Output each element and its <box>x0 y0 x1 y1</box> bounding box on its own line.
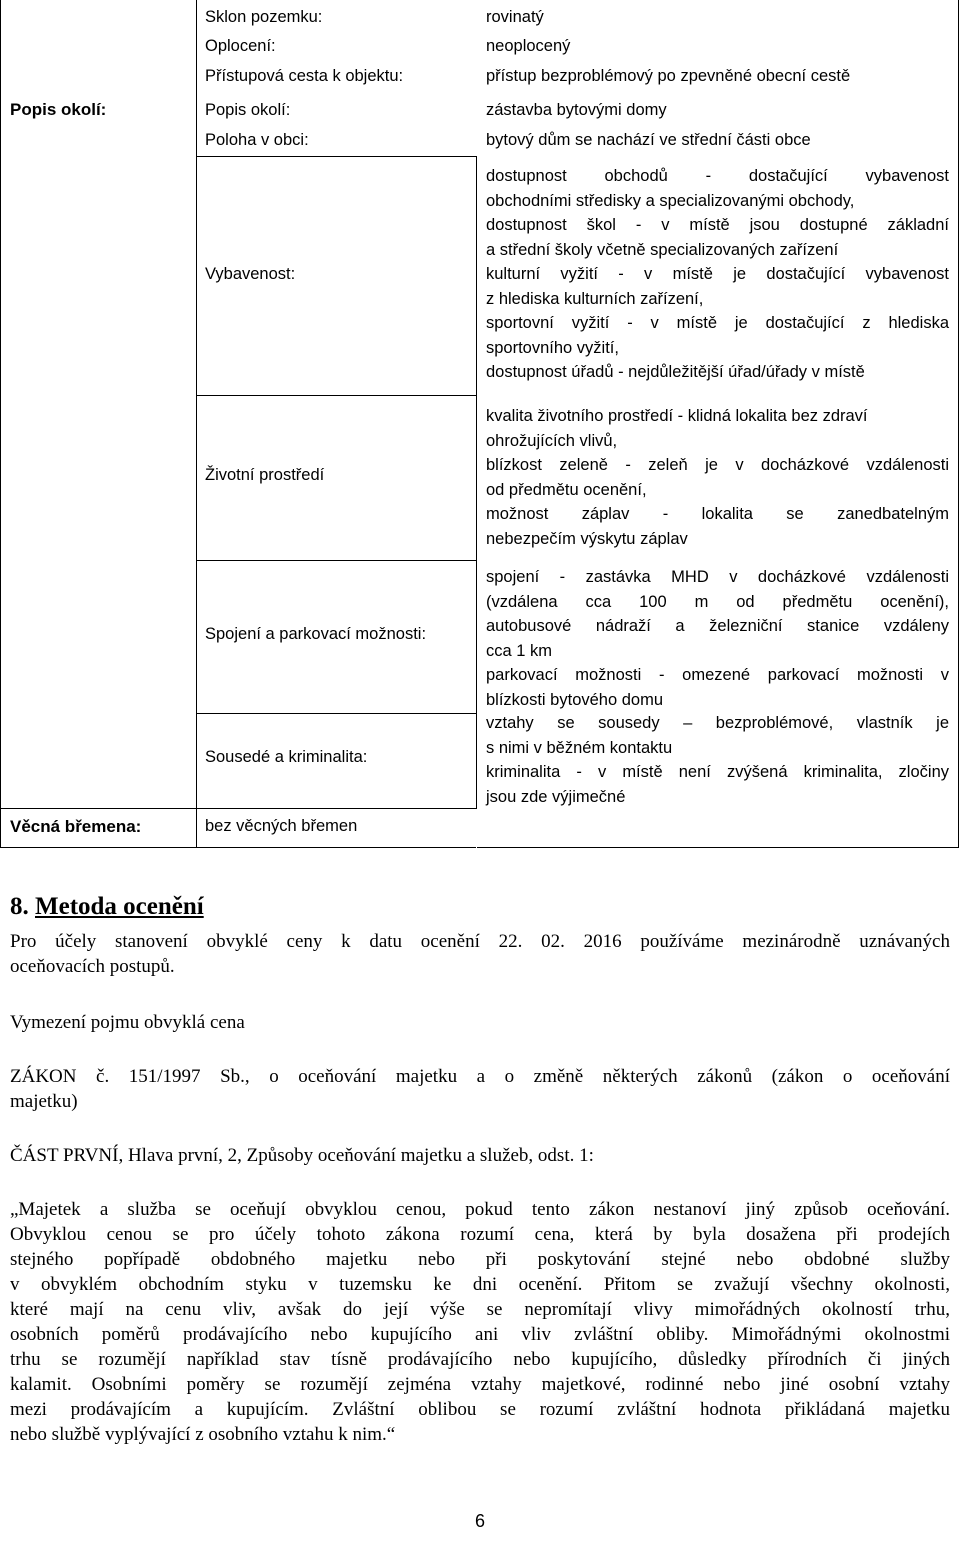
row-label-pristupova-cesta: Přístupová cesta k objektu: <box>205 67 404 85</box>
text-line: Pro účely stanovení obvyklé ceny k datu ocenění 22. 02. 2016 používáme mezinárodně uznávaných <box>10 931 950 952</box>
text-line: blízkost zeleně - zeleň je v docházkové vzdálenosti <box>486 456 949 474</box>
text-line: sportovní vyžití - v místě je dostačující z hlediska <box>486 314 949 332</box>
section-label-popis-okoli: Popis okolí: <box>10 100 107 119</box>
text-line: v obvyklém obchodním styku v tuzemsku ke dni ocenění. Přitom se zvažují všechny okolnosti, <box>10 1274 950 1295</box>
row-value-vybavenost <box>486 164 949 385</box>
text-line: spojení - zastávka MHD v docházkové vzdálenosti <box>486 568 949 586</box>
row-value-sklon: rovinatý <box>486 8 544 26</box>
law-paragraph <box>10 1064 950 1114</box>
text-line: které mají na cenu vliv, avšak do její výše se nepromítají vlivy mimořádných okolností trhu, <box>10 1299 950 1320</box>
text-line: kvalita životního prostředí - klidná lokalita bez zdraví <box>486 407 868 425</box>
table-border-bottom <box>0 847 959 848</box>
text-line: autobusové nádraží a železniční stanice vzdáleny <box>486 617 949 635</box>
row-value-pristupova-cesta: přístup bezproblémový po zpevněné obecní cestě <box>486 67 851 85</box>
row-separator-edge <box>476 156 477 808</box>
row-value-poloha: bytový dům se nachází ve střední části obce <box>486 131 811 149</box>
text-line: cca 1 km <box>486 641 553 660</box>
section-label-vecna-bremena: Věcná břemena: <box>10 817 142 836</box>
row-value-popis-okoli: zástavba bytovými domy <box>486 101 667 119</box>
row-label-spojeni: Spojení a parkovací možnosti: <box>205 625 427 643</box>
quote-paragraph <box>10 1197 950 1447</box>
text-line: oceňovacích postupů. <box>10 956 175 977</box>
text-line: ZÁKON č. 151/1997 Sb., o oceňování majetku a o změně některých zákonů (zákon o oceňování <box>10 1066 950 1087</box>
text-line: vztahy se sousedy – bezproblémové, vlastník je <box>486 714 949 732</box>
text-line: dostupnost obchodů - dostačující vybavenost <box>486 167 949 185</box>
row-value-sousede <box>486 711 949 809</box>
text-line: jsou zde výjimečné <box>486 787 626 806</box>
table-border-right <box>958 0 959 848</box>
row-label-sousede: Sousedé a kriminalita: <box>205 748 368 766</box>
text-line: dostupnost úřadů - nejdůležitější úřad/úřady v místě <box>486 363 865 381</box>
text-line: a střední školy včetně specializovaných zařízení <box>486 240 839 259</box>
row-separator <box>197 156 477 157</box>
text-line: mezi prodávajícím a kupujícím. Zvláštní oblibou se rozumí zvláštní hodnota přikládaná majetku <box>10 1399 950 1420</box>
text-line: kulturní vyžití - v místě je dostačující vybavenost <box>486 265 949 283</box>
text-line: nebo službě vyplývající z osobního vztahu k nim.“ <box>10 1424 396 1445</box>
row-value-vecna-bremena: bez věcných břemen <box>205 817 358 835</box>
text-line: blízkosti bytového domu <box>486 690 664 709</box>
text-line: s nimi v běžném kontaktu <box>486 738 673 757</box>
text-line: z hlediska kulturních zařízení, <box>486 289 704 308</box>
text-line: obchodními středisky a specializovanými obchody, <box>486 191 855 210</box>
page-number: 6 <box>474 1511 485 1531</box>
text-line: Obvyklou cenou se pro účely tohoto zákona rozumí cena, která by byla dosažena při prodejích <box>10 1224 950 1245</box>
row-label-sklon: Sklon pozemku: <box>205 8 323 26</box>
text-line: od předmětu ocenění, <box>486 480 647 499</box>
text-line: (vzdálena cca 100 m od předmětu ocenění), <box>486 592 949 611</box>
section-heading <box>10 893 204 921</box>
row-value-spojeni <box>486 565 949 712</box>
text-line: osobních poměrů prodávajícího nebo kupujícího ani vliv zvláštní obliby. Mimořádnými okolnostmi <box>10 1324 950 1345</box>
text-line: možnost záplav - lokalita se zanedbatelným <box>486 505 949 523</box>
row-value-zivotni-prostredi <box>486 404 949 551</box>
row-label-vybavenost: Vybavenost: <box>205 265 296 283</box>
definition-heading: Vymezení pojmu obvyklá cena <box>10 1012 245 1033</box>
table-border-left <box>0 0 1 848</box>
text-line: parkovací možnosti - omezené parkovací možnosti v <box>486 666 949 684</box>
text-line: sportovního vyžití, <box>486 338 619 357</box>
row-label-oploceni: Oplocení: <box>205 37 276 55</box>
row-label-popis-okoli: Popis okolí: <box>205 101 291 119</box>
text-line: trhu se rozumějí například stav tísně prodávajícího nebo kupujícího, důsledky přírodních či jiných <box>10 1349 950 1370</box>
row-value-oploceni: neoplocený <box>486 37 571 55</box>
table-border-col1 <box>196 0 197 848</box>
section-title: Metoda ocenění <box>35 893 204 920</box>
text-line: dostupnost škol - v místě jsou dostupné základní <box>486 216 949 234</box>
section-number: 8. <box>10 893 29 920</box>
text-line: kriminalita - v místě není zvýšená kriminalita, zločiny <box>486 763 949 781</box>
text-line: stejného popřípadě obdobného majetku nebo při poskytování stejné nebo obdobné služby <box>10 1249 950 1270</box>
row-label-zivotni-prostredi: Životní prostředí <box>205 466 325 484</box>
row-separator <box>197 808 477 809</box>
text-line: nebezpečím výskytu záplav <box>486 529 688 548</box>
row-label-poloha: Poloha v obci: <box>205 131 309 149</box>
intro-paragraph <box>10 929 950 979</box>
text-line: majetku) <box>10 1091 78 1112</box>
row-separator <box>197 713 477 714</box>
row-separator <box>197 560 477 561</box>
table-border-mid <box>0 808 196 809</box>
text-line: kalamit. Osobními poměry se rozumějí zejména vztahy majetkové, rodinné nebo jiné osobní vztahy <box>10 1374 950 1395</box>
text-line: ohrožujících vlivů, <box>486 431 618 450</box>
text-line: „Majetek a služba se oceňují obvyklou cenou, pokud tento zákon nestanoví jiný způsob oceňování. <box>10 1199 950 1220</box>
part-line: ČÁST PRVNÍ, Hlava první, 2, Způsoby oceňování majetku a služeb, odst. 1: <box>10 1145 594 1166</box>
row-separator <box>197 395 477 396</box>
